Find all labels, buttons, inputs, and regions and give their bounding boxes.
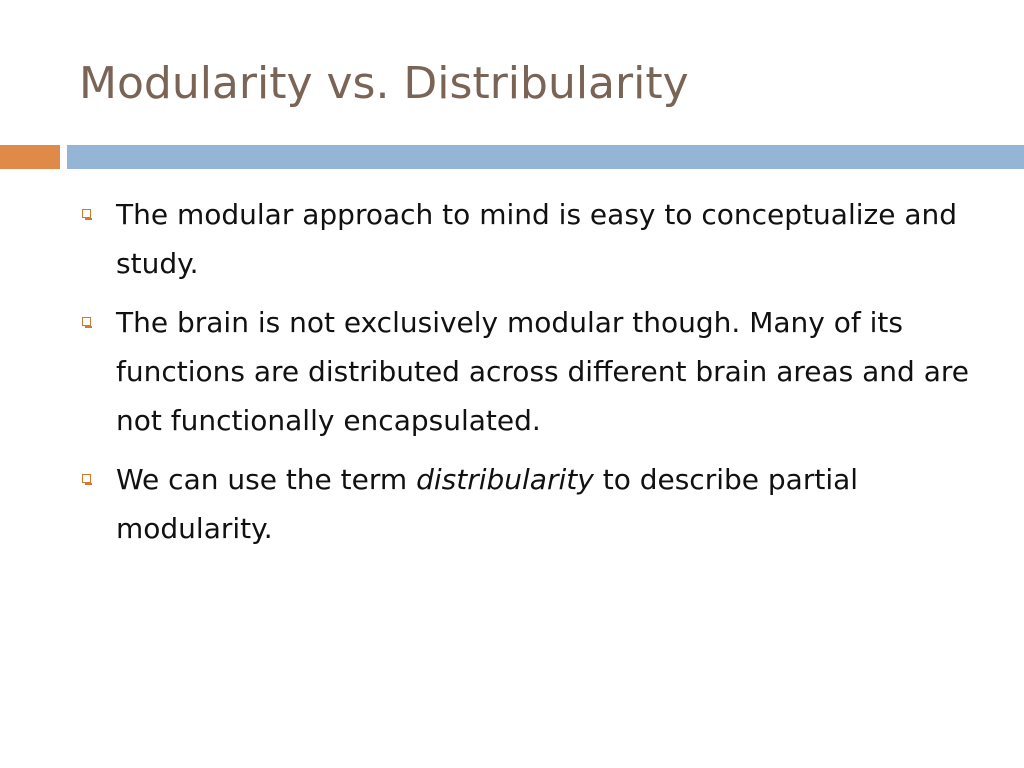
bullet-item	[80, 298, 980, 445]
bullet-item	[80, 455, 980, 553]
bullet-item	[80, 190, 980, 288]
square-bullet-icon	[82, 474, 91, 483]
bullet-text-pre: We can use the term	[116, 463, 417, 496]
bullet-text	[116, 463, 858, 545]
square-bullet-icon	[82, 317, 91, 326]
accent-bar-orange	[0, 145, 60, 169]
bullet-text-post: to describe partial modularity.	[116, 463, 859, 545]
bullet-list	[80, 190, 980, 563]
slide-title: Modularity vs. Distribularity	[79, 58, 689, 109]
bullet-text: The brain is not exclusively modular though. Many of its functions are distributed across different brain areas and are not functionally encapsulated.	[116, 306, 969, 437]
emphasized-term: distribularity	[416, 463, 594, 496]
square-bullet-icon	[82, 209, 91, 218]
bullet-text: The modular approach to mind is easy to conceptualize and study.	[116, 198, 957, 280]
accent-bar-blue	[67, 145, 1024, 169]
